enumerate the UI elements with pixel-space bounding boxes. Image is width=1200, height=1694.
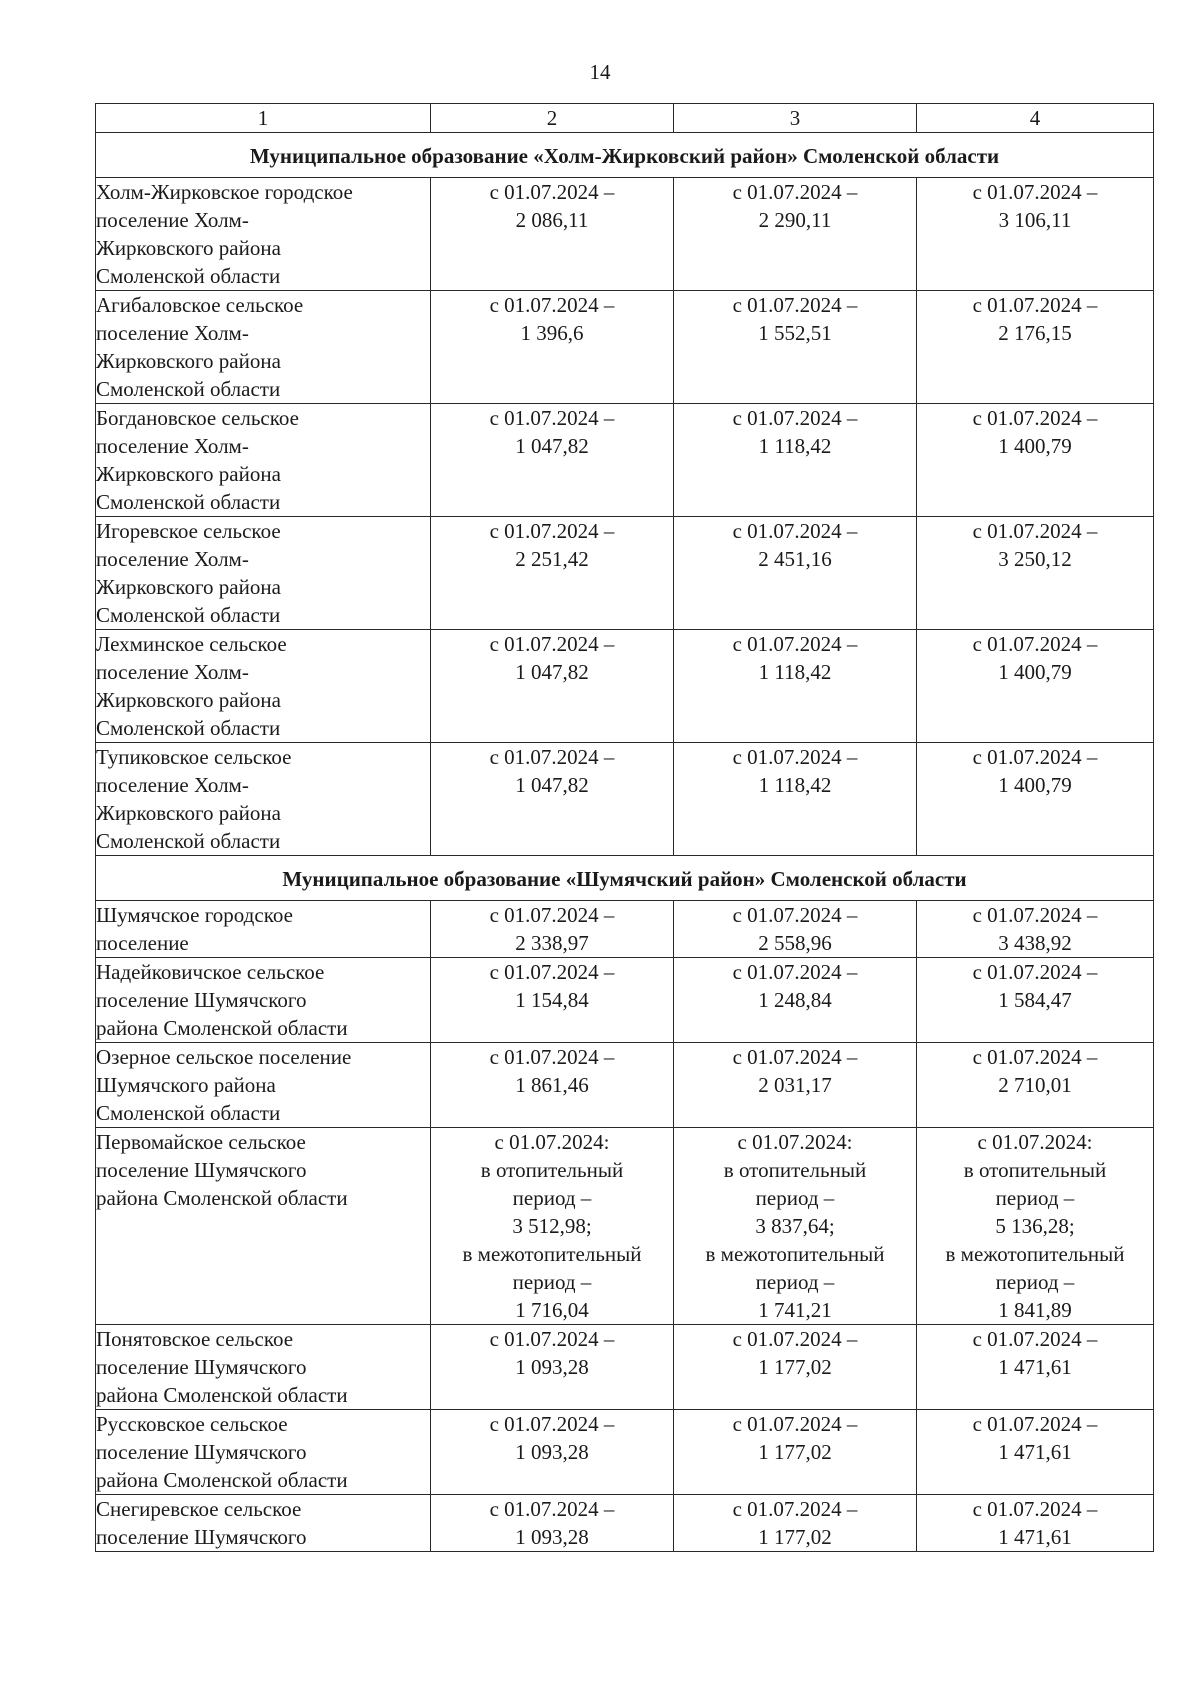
section-header-row [96,856,1154,901]
tariff-cell-col4 [917,901,1154,958]
cell-text-line: Холм-Жирковское городское [96,180,353,204]
cell-text-line: Смоленской области [96,603,281,627]
cell-text-line: с 01.07.2024 – [972,1327,1098,1351]
cell-text-line: с 01.07.2024 – [732,632,858,656]
settlement-name-cell [96,1410,431,1495]
cell-text-line: 2 451,16 [758,547,832,571]
cell-text-line: поселение Холм- [96,547,249,571]
cell-text-line: 1 177,02 [758,1440,832,1464]
section-header-row [96,133,1154,178]
cell-text-line: 1 400,79 [998,660,1072,684]
cell-text-line: поселение Холм- [96,208,249,232]
cell-text-line: 1 047,82 [515,660,589,684]
cell-text-line: с 01.07.2024 – [489,293,615,317]
cell-text-line: с 01.07.2024 – [972,293,1098,317]
cell-text-line: поселение Холм- [96,773,249,797]
cell-text-line: района Смоленской области [96,1186,348,1210]
cell-text-line: Первомайское сельское [96,1130,306,1154]
cell-text-line: с 01.07.2024 – [972,180,1098,204]
cell-text-line: с 01.07.2024 – [972,1412,1098,1436]
cell-text-line: Жирковского района [96,236,281,260]
cell-text-line: с 01.07.2024 – [732,960,858,984]
cell-text-line: Смоленской области [96,490,281,514]
tariff-cell-col2 [431,1043,674,1128]
cell-text-line: Жирковского района [96,688,281,712]
cell-text-line: с 01.07.2024 – [732,180,858,204]
tariff-cell-col2 [431,630,674,743]
table-row [96,901,1154,958]
tariff-cell-col2 [431,958,674,1043]
cell-text-line: района Смоленской области [96,1468,348,1492]
cell-text-line: поселение [96,931,189,955]
cell-text-line: поселение Холм- [96,660,249,684]
tariff-cell-col2 [431,404,674,517]
cell-text-line: в межотопительный [945,1242,1125,1266]
settlement-name-cell [96,630,431,743]
tariff-cell-col2 [431,743,674,856]
cell-text-line: 1 552,51 [758,321,832,345]
cell-text-line: период – [512,1270,592,1294]
cell-text-line: с 01.07.2024 – [972,519,1098,543]
cell-text-line: с 01.07.2024 – [489,1327,615,1351]
cell-text-line: Жирковского района [96,462,281,486]
settlement-name-cell [96,1495,431,1552]
cell-text-line: Русcковское сельское [96,1412,288,1436]
cell-text-line: с 01.07.2024 – [732,293,858,317]
cell-text-line: с 01.07.2024 – [489,960,615,984]
tariff-cell-col3 [674,743,917,856]
cell-text-line: 1 396,6 [520,321,584,345]
tariff-cell-col2 [431,1325,674,1410]
cell-text-line: Смоленской области [96,829,281,853]
cell-text-line: с 01.07.2024 – [489,519,615,543]
column-number-header: 3 [674,104,917,133]
tariff-cell-col3 [674,630,917,743]
cell-text-line: с 01.07.2024 – [732,903,858,927]
cell-text-line: Шумячское городское [96,903,293,927]
cell-text-line: с 01.07.2024 – [732,519,858,543]
table-row [96,291,1154,404]
cell-text-line: поселение Шумячского [96,1525,307,1549]
cell-text-line: 1 093,28 [515,1355,589,1379]
cell-text-line: 3 106,11 [998,208,1072,232]
tariff-cell-col2 [431,517,674,630]
tariff-cell-col3 [674,901,917,958]
cell-text-line: поселение Шумячского [96,1158,307,1182]
cell-text-line: района Смоленской области [96,1383,348,1407]
cell-text-line: с 01.07.2024 – [732,1497,858,1521]
cell-text-line: 1 118,42 [758,660,832,684]
cell-text-line: 2 338,97 [515,931,589,955]
cell-text-line: Жирковского района [96,575,281,599]
tariff-cell-col4 [917,178,1154,291]
section-title: Муниципальное образование «Холм-Жирковский район» Смоленской области [96,133,1154,178]
tariff-cell-col4 [917,630,1154,743]
cell-text-line: с 01.07.2024 – [489,406,615,430]
cell-text-line: в отопительный [963,1158,1107,1182]
cell-text-line: 1 741,21 [758,1298,832,1322]
column-number-header: 4 [917,104,1154,133]
cell-text-line: 3 250,12 [998,547,1072,571]
cell-text-line: в межотопительный [705,1242,885,1266]
column-number-header: 2 [431,104,674,133]
tariff-cell-col4 [917,291,1154,404]
cell-text-line: 2 031,17 [758,1073,832,1097]
table-row [96,1325,1154,1410]
cell-text-line: 1 471,61 [998,1525,1072,1549]
cell-text-line: период – [995,1270,1075,1294]
cell-text-line: поселение Шумячского [96,1440,307,1464]
tariff-cell-col3 [674,291,917,404]
tariff-cell-col4 [917,743,1154,856]
table-row [96,958,1154,1043]
cell-text-line: Смоленской области [96,377,281,401]
table-row [96,404,1154,517]
cell-text-line: с 01.07.2024 – [732,1412,858,1436]
tariff-cell-col3 [674,178,917,291]
cell-text-line: 1 716,04 [515,1298,589,1322]
settlement-name-cell [96,404,431,517]
table-row [96,630,1154,743]
tariff-cell-col2 [431,291,674,404]
cell-text-line: 2 251,42 [515,547,589,571]
cell-text-line: Лехминское сельское [96,632,287,656]
cell-text-line: с 01.07.2024: [977,1130,1093,1154]
tariff-cell-col3 [674,1495,917,1552]
cell-text-line: 1 093,28 [515,1440,589,1464]
cell-text-line: 3 438,92 [998,931,1072,955]
cell-text-line: поселение Шумячского [96,988,307,1012]
cell-text-line: Тупиковское сельское [96,745,292,769]
cell-text-line: 1 118,42 [758,434,832,458]
tariff-cell-col4 [917,1495,1154,1552]
cell-text-line: с 01.07.2024 – [489,1497,615,1521]
cell-text-line: с 01.07.2024 – [732,745,858,769]
cell-text-line: 1 400,79 [998,434,1072,458]
cell-text-line: 2 558,96 [758,931,832,955]
cell-text-line: 1 093,28 [515,1525,589,1549]
cell-text-line: с 01.07.2024: [737,1130,853,1154]
settlement-name-cell [96,743,431,856]
tariff-cell-col4 [917,958,1154,1043]
cell-text-line: с 01.07.2024 – [972,1045,1098,1069]
settlement-name-cell [96,1325,431,1410]
tariff-cell-col2 [431,901,674,958]
cell-text-line: с 01.07.2024 – [489,180,615,204]
cell-text-line: в отопительный [480,1158,624,1182]
tariff-cell-col3 [674,1043,917,1128]
cell-text-line: Надейковичское сельское [96,960,325,984]
cell-text-line: в отопительный [723,1158,867,1182]
cell-text-line: Жирковского района [96,349,281,373]
settlement-name-cell [96,958,431,1043]
cell-text-line: района Смоленской области [96,1016,348,1040]
tariff-cell-col4 [917,1128,1154,1325]
cell-text-line: 1 841,89 [998,1298,1072,1322]
cell-text-line: 1 584,47 [998,988,1072,1012]
tariff-cell-col2 [431,1128,674,1325]
cell-text-line: в межотопительный [462,1242,642,1266]
tariff-cell-col2 [431,178,674,291]
table-row [96,1128,1154,1325]
tariff-table [95,103,1154,1552]
cell-text-line: 2 176,15 [998,321,1072,345]
cell-text-line: поселение Холм- [96,434,249,458]
table-row [96,743,1154,856]
cell-text-line: период – [755,1270,835,1294]
settlement-name-cell [96,178,431,291]
cell-text-line: 2 710,01 [998,1073,1072,1097]
table-row [96,1495,1154,1552]
tariff-cell-col3 [674,517,917,630]
table-row [96,1410,1154,1495]
cell-text-line: 1 471,61 [998,1440,1072,1464]
cell-text-line: 1 118,42 [758,773,832,797]
tariff-cell-col4 [917,404,1154,517]
cell-text-line: 1 248,84 [758,988,832,1012]
cell-text-line: 1 861,46 [515,1073,589,1097]
cell-text-line: период – [755,1186,835,1210]
cell-text-line: с 01.07.2024 – [732,1045,858,1069]
settlement-name-cell [96,291,431,404]
cell-text-line: период – [995,1186,1075,1210]
table-body [96,104,1154,1552]
tariff-cell-col4 [917,517,1154,630]
cell-text-line: период – [512,1186,592,1210]
settlement-name-cell [96,1128,431,1325]
settlement-name-cell [96,517,431,630]
cell-text-line: Снегиревское сельское [96,1497,302,1521]
cell-text-line: поселение Холм- [96,321,249,345]
cell-text-line: с 01.07.2024 – [972,745,1098,769]
tariff-cell-col3 [674,1410,917,1495]
cell-text-line: 2 290,11 [758,208,832,232]
cell-text-line: 5 136,28; [995,1214,1075,1238]
cell-text-line: Смоленской области [96,1101,281,1125]
tariff-cell-col3 [674,404,917,517]
cell-text-line: 1 154,84 [515,988,589,1012]
cell-text-line: с 01.07.2024 – [972,1497,1098,1521]
cell-text-line: с 01.07.2024 – [489,1045,615,1069]
tariff-cell-col3 [674,1128,917,1325]
cell-text-line: с 01.07.2024 – [972,406,1098,430]
cell-text-line: 3 837,64; [755,1214,835,1238]
page-number: 14 [589,60,611,84]
cell-text-line: Шумячского района [96,1073,276,1097]
cell-text-line: 1 400,79 [998,773,1072,797]
cell-text-line: с 01.07.2024: [494,1130,610,1154]
column-number-header: 1 [96,104,431,133]
cell-text-line: Смоленской области [96,716,281,740]
cell-text-line: 1 177,02 [758,1525,832,1549]
cell-text-line: Озерное сельское поселение [96,1045,352,1069]
settlement-name-cell [96,901,431,958]
cell-text-line: поселение Шумячского [96,1355,307,1379]
cell-text-line: Игоревское сельское [96,519,281,543]
cell-text-line: 3 512,98; [512,1214,592,1238]
cell-text-line: Богдановское сельское [96,406,299,430]
tariff-cell-col4 [917,1325,1154,1410]
cell-text-line: Смоленской области [96,264,281,288]
cell-text-line: с 01.07.2024 – [972,903,1098,927]
tariff-cell-col2 [431,1495,674,1552]
tariff-cell-col3 [674,958,917,1043]
cell-text-line: Понятовское сельское [96,1327,294,1351]
tariff-cell-col4 [917,1043,1154,1128]
cell-text-line: 1 047,82 [515,773,589,797]
settlement-name-cell [96,1043,431,1128]
cell-text-line: 2 086,11 [515,208,589,232]
cell-text-line: Агибаловское сельское [96,293,304,317]
cell-text-line: с 01.07.2024 – [489,1412,615,1436]
cell-text-line: с 01.07.2024 – [732,406,858,430]
tariff-cell-col4 [917,1410,1154,1495]
cell-text-line: с 01.07.2024 – [489,903,615,927]
cell-text-line: Жирковского района [96,801,281,825]
tariff-cell-col2 [431,1410,674,1495]
cell-text-line: 1 047,82 [515,434,589,458]
column-number-header-row [96,104,1154,133]
table-row [96,517,1154,630]
cell-text-line: с 01.07.2024 – [732,1327,858,1351]
cell-text-line: с 01.07.2024 – [489,632,615,656]
tariff-cell-col3 [674,1325,917,1410]
cell-text-line: с 01.07.2024 – [972,632,1098,656]
cell-text-line: 1 177,02 [758,1355,832,1379]
table-row [96,1043,1154,1128]
cell-text-line: с 01.07.2024 – [972,960,1098,984]
cell-text-line: 1 471,61 [998,1355,1072,1379]
section-title: Муниципальное образование «Шумячский район» Смоленской области [96,856,1154,901]
table-row [96,178,1154,291]
cell-text-line: с 01.07.2024 – [489,745,615,769]
